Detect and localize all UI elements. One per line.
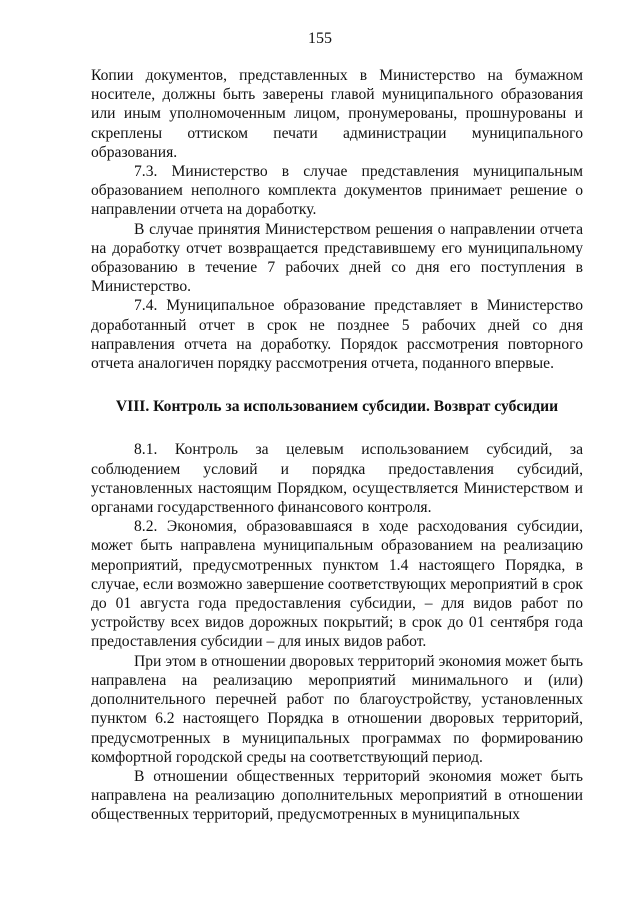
document-body (91, 66, 583, 825)
paragraph-8-2: 8.2. Экономия, образовавшаяся в ходе расходования субсидии, может быть направлена муниципальным образованием на реализацию мероприятий, предусмотренных пунктом 1.4 настоящего Порядка, в случае, если возможно завершение соответствующих мероприятий в срок до 01 августа года предоставления субсидии, – для видов работ по устройству всех видов дорожных покрытий; в срок до 01 сентября года предоставления субсидии – для иных видов работ. (91, 518, 584, 651)
paragraph-7-3: 7.3. Министерство в случае представления муниципальным образованием неполного комплекта документов принимает решение о направлении отчета на доработку. (91, 163, 583, 219)
section-heading: VIII. Контроль за использованием субсидии. Возврат субсидии (115, 398, 559, 416)
paragraph-yard-territories: При этом в отношении дворовых территорий экономия может быть направлена на реализацию мероприятий минимального и (или) дополнительного перечней работ по благоустройству, установленных пунктом 6.2 настоящего Порядка в отношении дворовых территорий, предусмотренных в муниципальных программах по формированию комфортной городской среды на соответствующий период. (91, 652, 583, 766)
paragraph-7-4: 7.4. Муниципальное образование представляет в Министерство доработанный отчет в срок не позднее 5 рабочих дней со дня направления отчета на доработку. Порядок рассмотрения повторного отчета аналогичен порядку рассмотрения отчета, поданного впервые. (91, 297, 583, 373)
page-number: 155 (308, 30, 332, 47)
paragraph-return-report: В случае принятия Министерством решения о направлении отчета на доработку отчет возвращается представившему его муниципальному образованию в течение 7 рабочих дней со дня его поступления в Министерство. (91, 220, 583, 296)
paragraph-8-1: 8.1. Контроль за целевым использованием субсидий, за соблюдением условий и порядка предоставления субсидий, установленных настоящим Порядком, осуществляется Министерством и органами государственного финансового контроля. (91, 441, 583, 517)
paragraph-public-territories: В отношении общественных территорий экономия может быть направлена на реализацию дополнительных мероприятий в отношении общественных территорий, предусмотренных в муниципальных (91, 767, 583, 824)
paragraph-copies-certification: Копии документов, представленных в Министерство на бумажном носителе, должны быть заверены главой муниципального образования или иным уполномоченным лицом, пронумерованы, прошнурованы и скреплены оттиском печати администрации муниципального образования. (91, 67, 583, 161)
